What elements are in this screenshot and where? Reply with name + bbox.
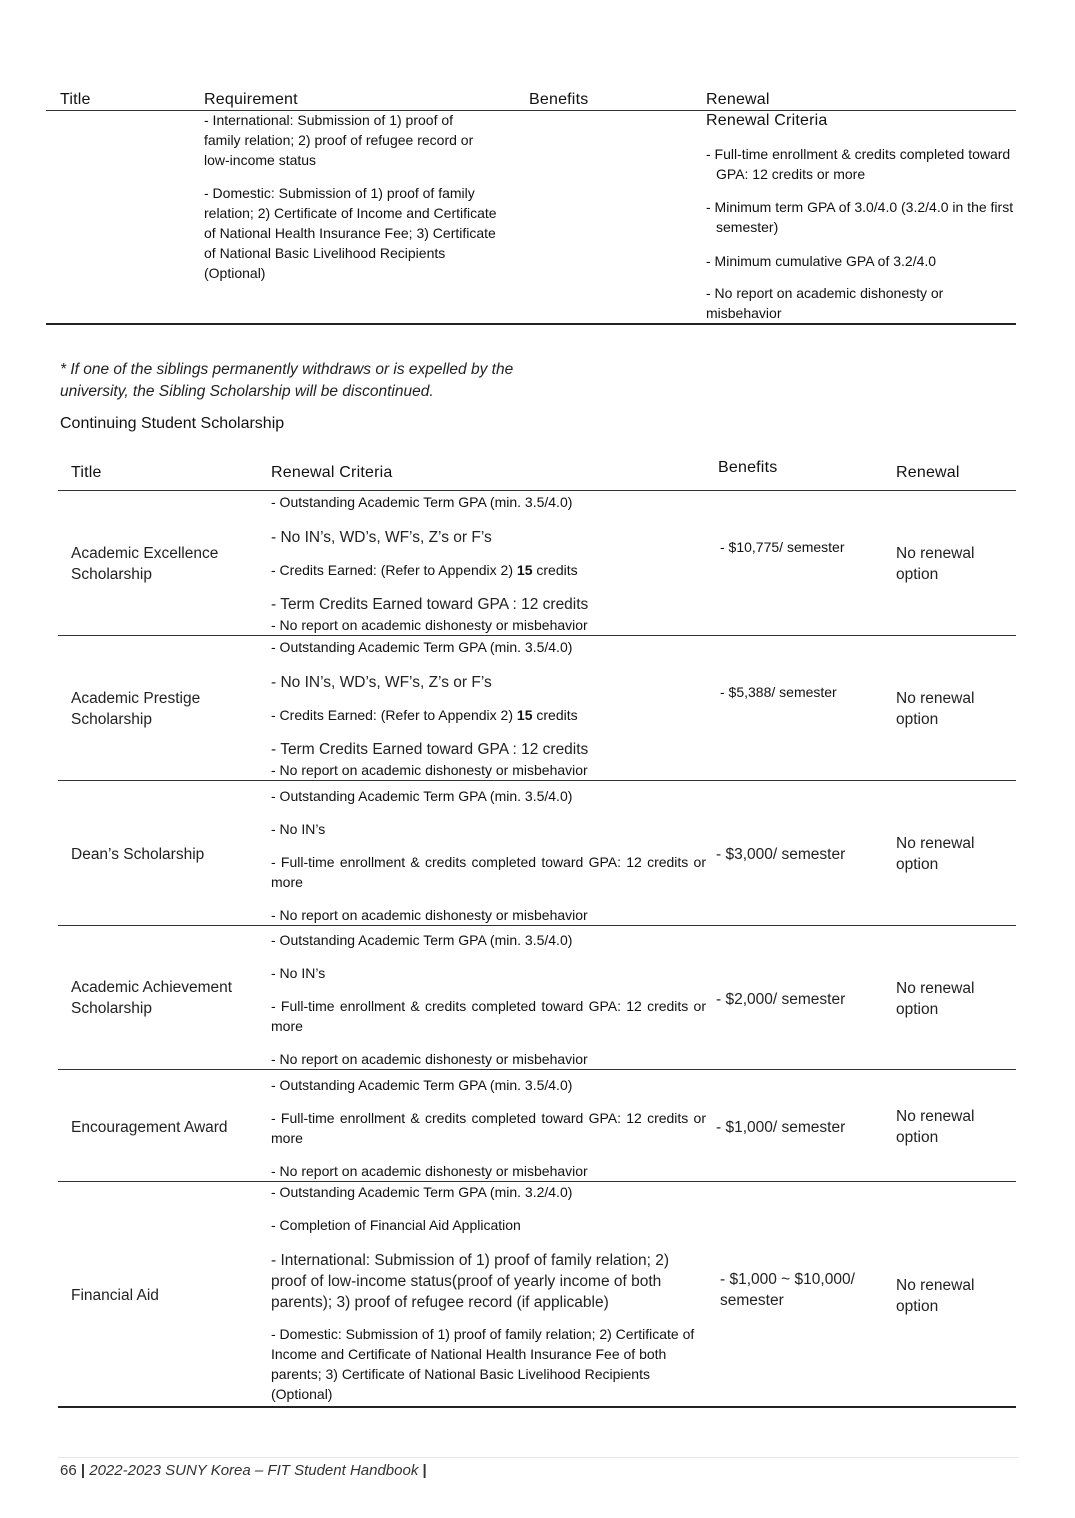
row-divider xyxy=(58,925,1016,926)
benefit-amount: - $5,388/ semester xyxy=(720,684,837,700)
benefit-amount: - $10,775/ semester xyxy=(720,539,845,555)
criteria-item: - Full-time enrollment & credits completed toward GPA: 12 credits or more xyxy=(271,1110,706,1146)
benefit-amount: - $2,000/ semester xyxy=(716,991,846,1008)
renewal-option: No renewal option xyxy=(896,1277,975,1315)
criteria-item: - Completion of Financial Aid Application xyxy=(271,1217,521,1233)
benefit-amount: - $1,000/ semester xyxy=(716,1119,846,1136)
col-header-benefits: Benefits xyxy=(529,91,589,108)
criteria-item: - Full-time enrollment & credits completed toward GPA: 12 credits or more xyxy=(271,854,706,890)
renewal-option: No renewal option xyxy=(896,545,975,583)
col-header-title: Title xyxy=(60,91,91,108)
criteria-item: - Credits Earned: (Refer to Appendix 2) 15 credits xyxy=(271,562,578,578)
footer-rule xyxy=(58,1457,1018,1458)
renewal-criteria-item: - No report on academic dishonesty or misbehavior xyxy=(706,285,944,321)
criteria-item: - No report on academic dishonesty or misbehavior xyxy=(271,1051,588,1067)
criteria-item: - No IN’s xyxy=(271,965,326,981)
criteria-item: - Outstanding Academic Term GPA (min. 3.2/4.0) xyxy=(271,1184,573,1200)
renewal-criteria-item: - Minimum cumulative GPA of 3.2/4.0 xyxy=(706,253,937,269)
criteria-item: - Term Credits Earned toward GPA : 12 credits xyxy=(271,596,589,613)
col-header-title: Title xyxy=(71,464,102,481)
criteria-item: - No report on academic dishonesty or misbehavior xyxy=(271,1163,588,1179)
renewal-criteria-heading: Renewal Criteria xyxy=(706,112,828,129)
main-table-header-rule xyxy=(58,490,1016,491)
page-number: 66 xyxy=(60,1462,77,1479)
row-title: Dean’s Scholarship xyxy=(71,846,205,863)
row-title: Academic Achievement Scholarship xyxy=(71,979,233,1017)
renewal-option: No renewal option xyxy=(896,980,975,1018)
sibling-note: * If one of the siblings permanently withdraws or is expelled by the university, the Sibling Scholarship will be discontinued. xyxy=(60,361,514,400)
footer-title: 2022-2023 SUNY Korea – FIT Student Handbook xyxy=(89,1462,419,1479)
criteria-item: - No IN’s, WD’s, WF’s, Z’s or F’s xyxy=(271,674,492,691)
criteria-item: - Outstanding Academic Term GPA (min. 3.5/4.0) xyxy=(271,788,573,804)
criteria-item: - Outstanding Academic Term GPA (min. 3.5/4.0) xyxy=(271,639,573,655)
criteria-item: - International: Submission of 1) proof of family relation; 2) proof of low-income status(proof of yearly income of both parents); 3) proof of refugee record (if applicable) xyxy=(271,1252,670,1311)
row-title: Academic Prestige Scholarship xyxy=(71,690,201,728)
renewal-option: No renewal option xyxy=(896,835,975,873)
row-title: Financial Aid xyxy=(71,1287,159,1304)
benefit-amount: - $1,000 ~ $10,000/ semester xyxy=(720,1271,855,1309)
renewal-criteria-item: - Full-time enrollment & credits completed toward GPA: 12 credits or more xyxy=(706,146,1011,182)
requirement-international: - International: Submission of 1) proof of family relation; 2) proof of refugee record or low-income status xyxy=(204,112,474,168)
row-title: Encouragement Award xyxy=(71,1119,228,1136)
top-table-bottom-rule xyxy=(46,323,1016,325)
criteria-item: - Credits Earned: (Refer to Appendix 2) 15 credits xyxy=(271,707,578,723)
criteria-item: - No IN’s, WD’s, WF’s, Z’s or F’s xyxy=(271,529,492,546)
criteria-item: - Outstanding Academic Term GPA (min. 3.5/4.0) xyxy=(271,494,573,510)
col-header-requirement: Requirement xyxy=(204,91,298,108)
main-table-bottom-rule xyxy=(58,1406,1016,1408)
top-table-header-rule xyxy=(46,110,1016,111)
renewal-criteria-item: - Minimum term GPA of 3.0/4.0 (3.2/4.0 in the first semester) xyxy=(706,199,1014,235)
col-header-renewal-criteria: Renewal Criteria xyxy=(271,464,393,481)
row-divider xyxy=(58,1069,1016,1070)
page-footer xyxy=(60,1462,427,1479)
criteria-item: - No report on academic dishonesty or misbehavior xyxy=(271,617,588,633)
row-divider xyxy=(58,780,1016,781)
row-divider xyxy=(58,635,1016,636)
benefit-amount: - $3,000/ semester xyxy=(716,846,846,863)
col-header-renewal: Renewal xyxy=(706,91,770,108)
criteria-item: - Outstanding Academic Term GPA (min. 3.5/4.0) xyxy=(271,932,573,948)
footer-separator: | xyxy=(80,1462,86,1479)
criteria-item: - No IN’s xyxy=(271,821,326,837)
footer-separator: | xyxy=(422,1462,427,1479)
criteria-item: - Term Credits Earned toward GPA : 12 credits xyxy=(271,741,589,758)
renewal-option: No renewal option xyxy=(896,1108,975,1146)
renewal-option: No renewal option xyxy=(896,690,975,728)
row-title: Academic Excellence Scholarship xyxy=(71,545,219,583)
requirement-domestic: - Domestic: Submission of 1) proof of family relation; 2) Certificate of Income and Certificate of National Health Insurance Fee; 3) Certificate of National Basic Livelihood Recipients (Optional) xyxy=(204,185,497,281)
criteria-item: - Outstanding Academic Term GPA (min. 3.5/4.0) xyxy=(271,1077,573,1093)
criteria-item: - Full-time enrollment & credits completed toward GPA: 12 credits or more xyxy=(271,998,706,1034)
criteria-item: - No report on academic dishonesty or misbehavior xyxy=(271,762,588,778)
col-header-benefits: Benefits xyxy=(718,459,778,476)
criteria-item: - No report on academic dishonesty or misbehavior xyxy=(271,907,588,923)
criteria-item: - Domestic: Submission of 1) proof of family relation; 2) Certificate of Income and Certificate of National Health Insurance Fee of both parents; 3) Certificate of National Basic Livelihood Recipients (Optional) xyxy=(271,1326,695,1402)
col-header-renewal: Renewal xyxy=(896,464,960,481)
section-title: Continuing Student Scholarship xyxy=(60,415,285,432)
